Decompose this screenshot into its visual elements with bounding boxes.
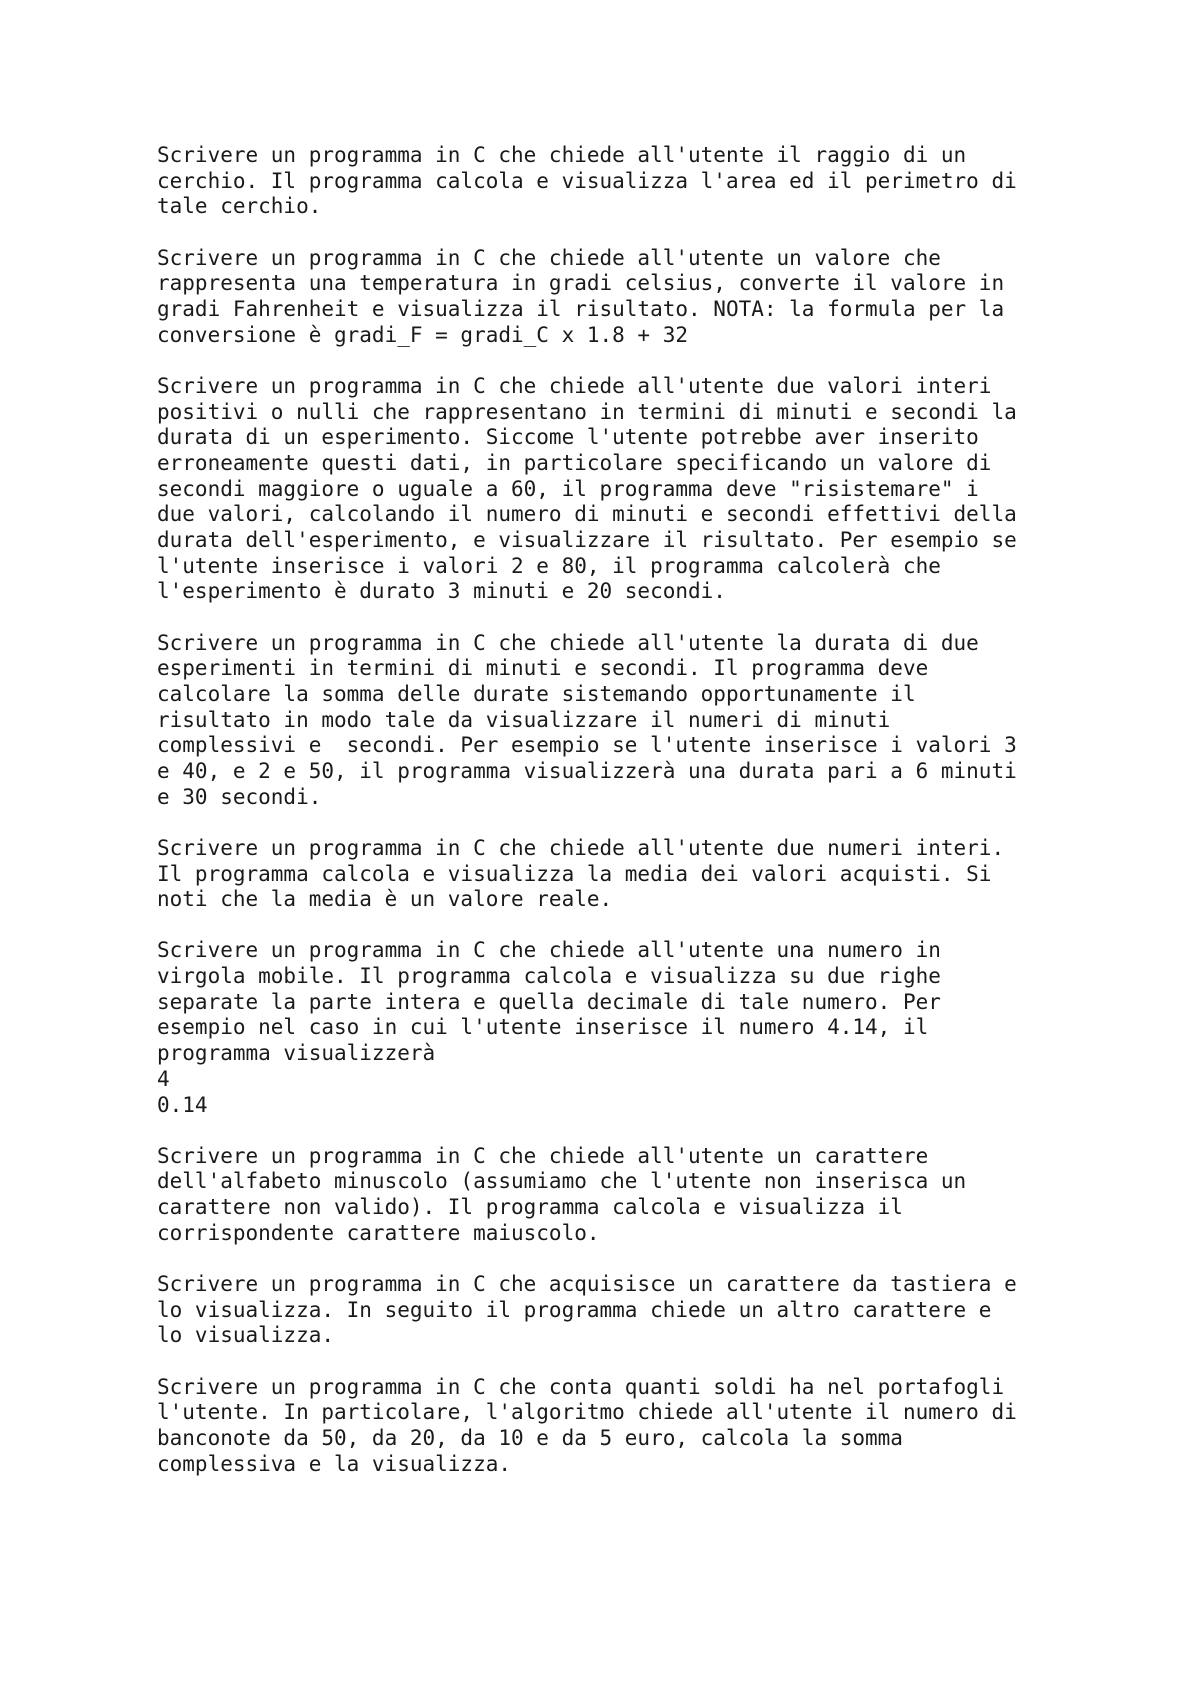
text-line: esempio nel caso in cui l'utente inserisce il numero 4.14, il xyxy=(157,1015,929,1040)
exercise-paragraph xyxy=(157,246,1117,349)
text-line: rappresenta una temperatura in gradi celsius, converte il valore in xyxy=(157,271,1005,296)
text-line: tale cerchio. xyxy=(157,194,322,219)
text-line: 4 xyxy=(157,1066,170,1091)
text-line: secondi maggiore o uguale a 60, il programma deve "risistemare" i xyxy=(157,476,979,501)
text-line: cerchio. Il programma calcola e visualizza l'area ed il perimetro di xyxy=(157,168,1017,193)
text-line: calcolare la somma delle durate sistemando opportunamente il xyxy=(157,681,916,706)
text-line: l'utente. In particolare, l'algoritmo chiede all'utente il numero di xyxy=(157,1400,1017,1425)
text-line: Scrivere un programma in C che chiede all'utente il raggio di un xyxy=(157,143,967,167)
text-line: erroneamente questi dati, in particolare specificando un valore di xyxy=(157,450,992,475)
text-line: e 30 secondi. xyxy=(157,784,322,809)
text-line: Il programma calcola e visualizza la media dei valori acquisti. Si xyxy=(157,861,992,886)
text-line: Scrivere un programma in C che chiede all'utente un carattere xyxy=(157,1143,929,1168)
text-line: complessivi e secondi. Per esempio se l'utente inserisce i valori 3 xyxy=(157,733,1017,758)
exercise-paragraph xyxy=(157,143,1117,220)
text-line: durata di un esperimento. Siccome l'utente potrebbe aver inserito xyxy=(157,425,979,450)
text-line: programma visualizzerà xyxy=(157,1041,436,1066)
exercise-paragraph xyxy=(157,1375,1117,1478)
text-line: separate la parte intera e quella decimale di tale numero. Per xyxy=(157,989,941,1014)
text-line: risultato in modo tale da visualizzare il numeri di minuti xyxy=(157,707,891,732)
text-line: l'esperimento è durato 3 minuti e 20 secondi. xyxy=(157,579,726,604)
text-line: Scrivere un programma in C che chiede all'utente due valori interi xyxy=(157,373,992,398)
text-line: virgola mobile. Il programma calcola e visualizza su due righe xyxy=(157,964,941,989)
text-line: positivi o nulli che rappresentano in termini di minuti e secondi la xyxy=(157,399,1017,424)
text-line: Scrivere un programma in C che acquisisce un carattere da tastiera e xyxy=(157,1271,1017,1296)
text-line: lo visualizza. xyxy=(157,1323,335,1348)
exercise-paragraph xyxy=(157,1272,1117,1349)
text-line: esperimenti in termini di minuti e secondi. Il programma deve xyxy=(157,656,929,681)
text-line: Scrivere un programma in C che chiede all'utente un valore che xyxy=(157,245,941,270)
text-line: lo visualizza. In seguito il programma chiede un altro carattere e xyxy=(157,1297,992,1322)
text-line: noti che la media è un valore reale. xyxy=(157,887,613,912)
text-line: due valori, calcolando il numero di minuti e secondi effettivi della xyxy=(157,502,1017,527)
text-line: banconote da 50, da 20, da 10 e da 5 euro, calcola la somma xyxy=(157,1425,903,1450)
text-line: Scrivere un programma in C che conta quanti soldi ha nel portafogli xyxy=(157,1374,1005,1399)
text-line: Scrivere un programma in C che chiede all'utente due numeri interi. xyxy=(157,835,1005,860)
text-line: gradi Fahrenheit e visualizza il risultato. NOTA: la formula per la xyxy=(157,296,1005,321)
exercise-paragraph xyxy=(157,1144,1117,1247)
exercise-paragraph xyxy=(157,631,1117,811)
text-line: conversione è gradi_F = gradi_C x 1.8 + 32 xyxy=(157,322,689,347)
text-line: durata dell'esperimento, e visualizzare il risultato. Per esempio se xyxy=(157,527,1017,552)
document-body xyxy=(157,143,1117,1503)
text-line: Scrivere un programma in C che chiede all'utente la durata di due xyxy=(157,630,979,655)
text-line: l'utente inserisce i valori 2 e 80, il programma calcolerà che xyxy=(157,553,941,578)
exercise-paragraph xyxy=(157,836,1117,913)
text-line: 0.14 xyxy=(157,1092,208,1117)
exercise-paragraph xyxy=(157,374,1117,605)
text-line: carattere non valido). Il programma calcola e visualizza il xyxy=(157,1195,903,1220)
exercise-paragraph xyxy=(157,938,1117,1118)
text-line: dell'alfabeto minuscolo (assumiamo che l'utente non inserisca un xyxy=(157,1169,967,1194)
text-line: corrispondente carattere maiuscolo. xyxy=(157,1220,600,1245)
text-line: complessiva e la visualizza. xyxy=(157,1451,512,1476)
text-line: e 40, e 2 e 50, il programma visualizzerà una durata pari a 6 minuti xyxy=(157,758,1017,783)
text-line: Scrivere un programma in C che chiede all'utente una numero in xyxy=(157,938,941,963)
